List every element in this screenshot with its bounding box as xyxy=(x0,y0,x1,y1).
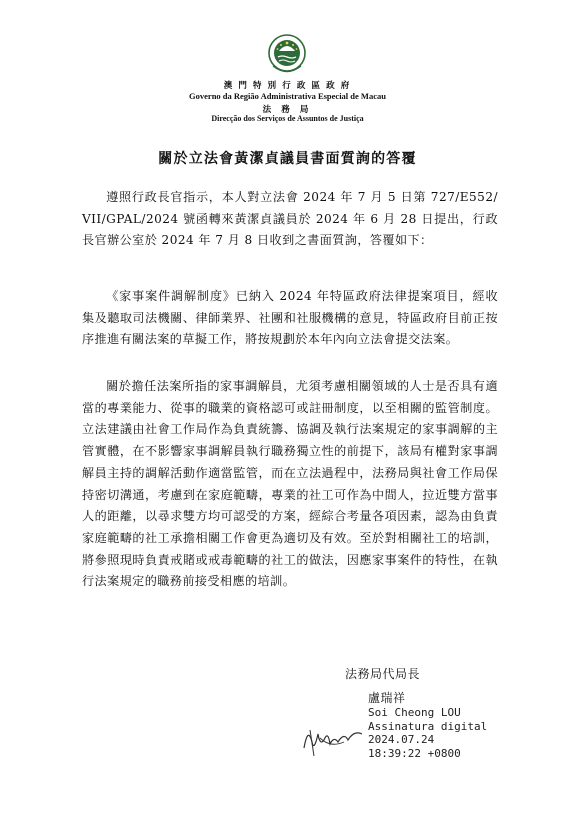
macau-sar-emblem-icon xyxy=(265,33,309,77)
document-title: 關於立法會黃潔貞議員書面質詢的答覆 xyxy=(158,151,417,167)
digital-signature-label: Assinatura digital xyxy=(368,719,488,733)
digital-signature-time: 18:39:22 +0800 xyxy=(368,746,461,760)
header-government-zh: 澳 門 特 別 行 政 區 政 府 xyxy=(223,80,352,90)
digital-signature-block xyxy=(368,706,487,760)
header-department-pt: Direcção dos Serviços de Assuntos de Justiça xyxy=(211,114,364,123)
handwritten-signature-icon xyxy=(300,712,370,762)
signatory-title: 法務局代局長 xyxy=(345,667,421,681)
signatory-name: 盧瑞祥 xyxy=(368,691,406,705)
paragraph-mediator: 關於擔任法案所指的家事調解員，尤須考慮相關領域的人士是否具有適當的專業能力、從事的職業的資格認可或註冊制度，以至相關的監管制度。立法建議由社會工作局作為負責統籌、協調及執行法案規定的家事調解的主管實體，在不影響家事調解員執行職務獨立性的前提下，該局有權對家事調解員主持的調解活動作適當監管，而在立法過程中，法務局與社會工作局保持密切溝通，考慮到在家庭範疇，專業的社工可作為中間人，拉近雙方當事人的距離，以尋求雙方均可認受的方案，經綜合考量各項因素，認為由負責家庭範疇的社工承擔相關工作會更為適切及有效。至於對相關社工的培訓，將參照現時負責戒賭或戒毒範疇的社工的做法，因應家事案件的特性，在執行法案規定的職務前接受相應的培訓。 xyxy=(82,379,498,589)
paragraph-intro: 遵照行政長官指示，本人對立法會 2024 年 7 月 5 日第 727/E552/VII/GPAL/2024 號函轉來黃潔貞議員於 2024 年 6 月 28 日提出，行政長官辦公室於 2024 年 7 月 8 日收到之書面質詢，答覆如下： xyxy=(82,190,498,248)
digital-signature-date: 2024.07.24 xyxy=(368,733,435,747)
digital-signature-signer: Soi Cheong LOU xyxy=(368,706,461,719)
paragraph-bill-status: 《家事案件調解制度》已納入 2024 年特區政府法律提案項目，經收集及聽取司法機關、律師業界、社團和社服機構的意見，特區政府目前正按序推進有關法案的草擬工作，將按規劃於本年內向立法會提交法案。 xyxy=(82,289,498,347)
header-department-zh: 法 務 局 xyxy=(262,104,313,114)
header-government-pt: Governo da Região Administrativa Especial de Macau xyxy=(189,91,386,101)
